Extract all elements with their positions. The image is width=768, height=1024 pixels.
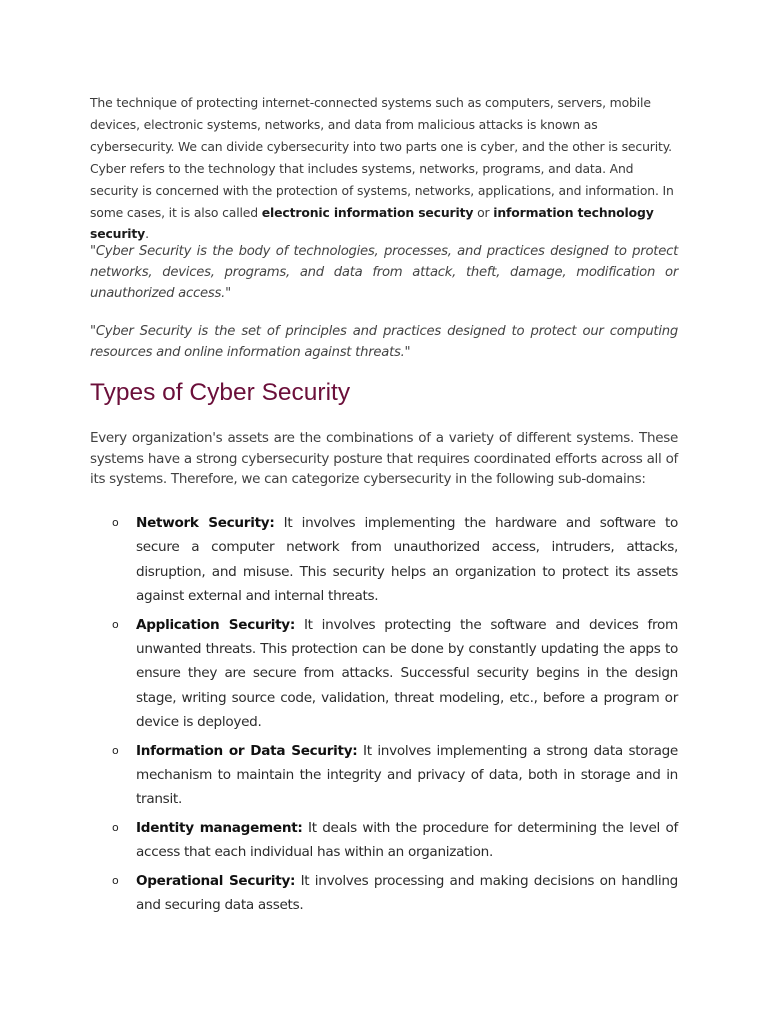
list-item-term: Operational Security: bbox=[136, 872, 296, 889]
intro-term-information-technology-security: information technology security bbox=[90, 204, 654, 242]
intro-text: The technique of protecting internet-connected systems such as computers, servers, mobile devices, electronic systems, networks, and data from malicious attacks is known as cybersecurity. We can divide cybersecurity into two parts one is cyber, and the other is security. Cyber refers to the technology that includes systems, networks, programs, and data. And security is concerned with the protection of systems, networks, applications, and information. In some cases, it is also called bbox=[90, 95, 674, 220]
list-item-term: Network Security: bbox=[136, 515, 275, 531]
bullet-icon: o bbox=[112, 617, 119, 631]
list-item-term: Identity management: bbox=[136, 819, 303, 836]
list-item-application-security bbox=[90, 613, 678, 735]
list-item-network-security bbox=[90, 511, 678, 609]
list-item-term: Application Security: bbox=[136, 616, 295, 633]
intro-connector: or bbox=[473, 204, 494, 220]
list-item-text: It involves processing and making decisions on handling and securing data assets. bbox=[136, 872, 678, 914]
intro-term-electronic-information-security: electronic information security bbox=[261, 204, 474, 220]
list-item-data-security bbox=[90, 739, 678, 812]
list-item-text: It deals with the procedure for determining the level of access that each individual has within an organization. bbox=[136, 819, 678, 861]
intro-end: . bbox=[145, 226, 149, 242]
list-item-identity-management bbox=[90, 816, 678, 865]
list-item-text: It involves protecting the software and devices from unwanted threats. This protection can be done by constantly updating the apps to ensure they are secure from attacks. Successful security begins in the design stage, writing source code, validation, threat modeling, etc., before a program or device is deployed. bbox=[136, 616, 678, 731]
list-item-text: It involves implementing a strong data storage mechanism to maintain the integrity and privacy of data, both in storage and in transit. bbox=[136, 742, 678, 808]
bullet-icon: o bbox=[112, 820, 119, 834]
list-item-term: Information or Data Security: bbox=[136, 742, 358, 759]
bullet-icon: o bbox=[112, 873, 119, 887]
security-types-list bbox=[90, 511, 678, 922]
list-item-operational-security bbox=[90, 869, 678, 918]
bullet-icon: o bbox=[112, 516, 119, 529]
section-lead-paragraph: Every organization's assets are the combinations of a variety of different systems. These systems have a strong cybersecurity posture that requires coordinated efforts across all of its systems. Therefore, we can categorize cybersecurity in the following sub-domains: bbox=[90, 430, 678, 488]
definition-quote-1: "Cyber Security is the body of technologies, processes, and practices designed to protect networks, devices, programs, and data from attack, theft, damage, modification or unauthorized access." bbox=[90, 244, 678, 301]
section-heading: Types of Cyber Security bbox=[90, 379, 351, 406]
list-item-text: It involves implementing the hardware and software to secure a computer network from unauthorized access, intruders, attacks, disruption, and misuse. This security helps an organization to protect its assets against external and internal threats. bbox=[136, 515, 678, 605]
intro-paragraph bbox=[90, 92, 678, 245]
bullet-icon: o bbox=[112, 743, 119, 757]
definition-quote-2: "Cyber Security is the set of principles and practices designed to protect our computing resources and online information against threats." bbox=[90, 324, 678, 360]
